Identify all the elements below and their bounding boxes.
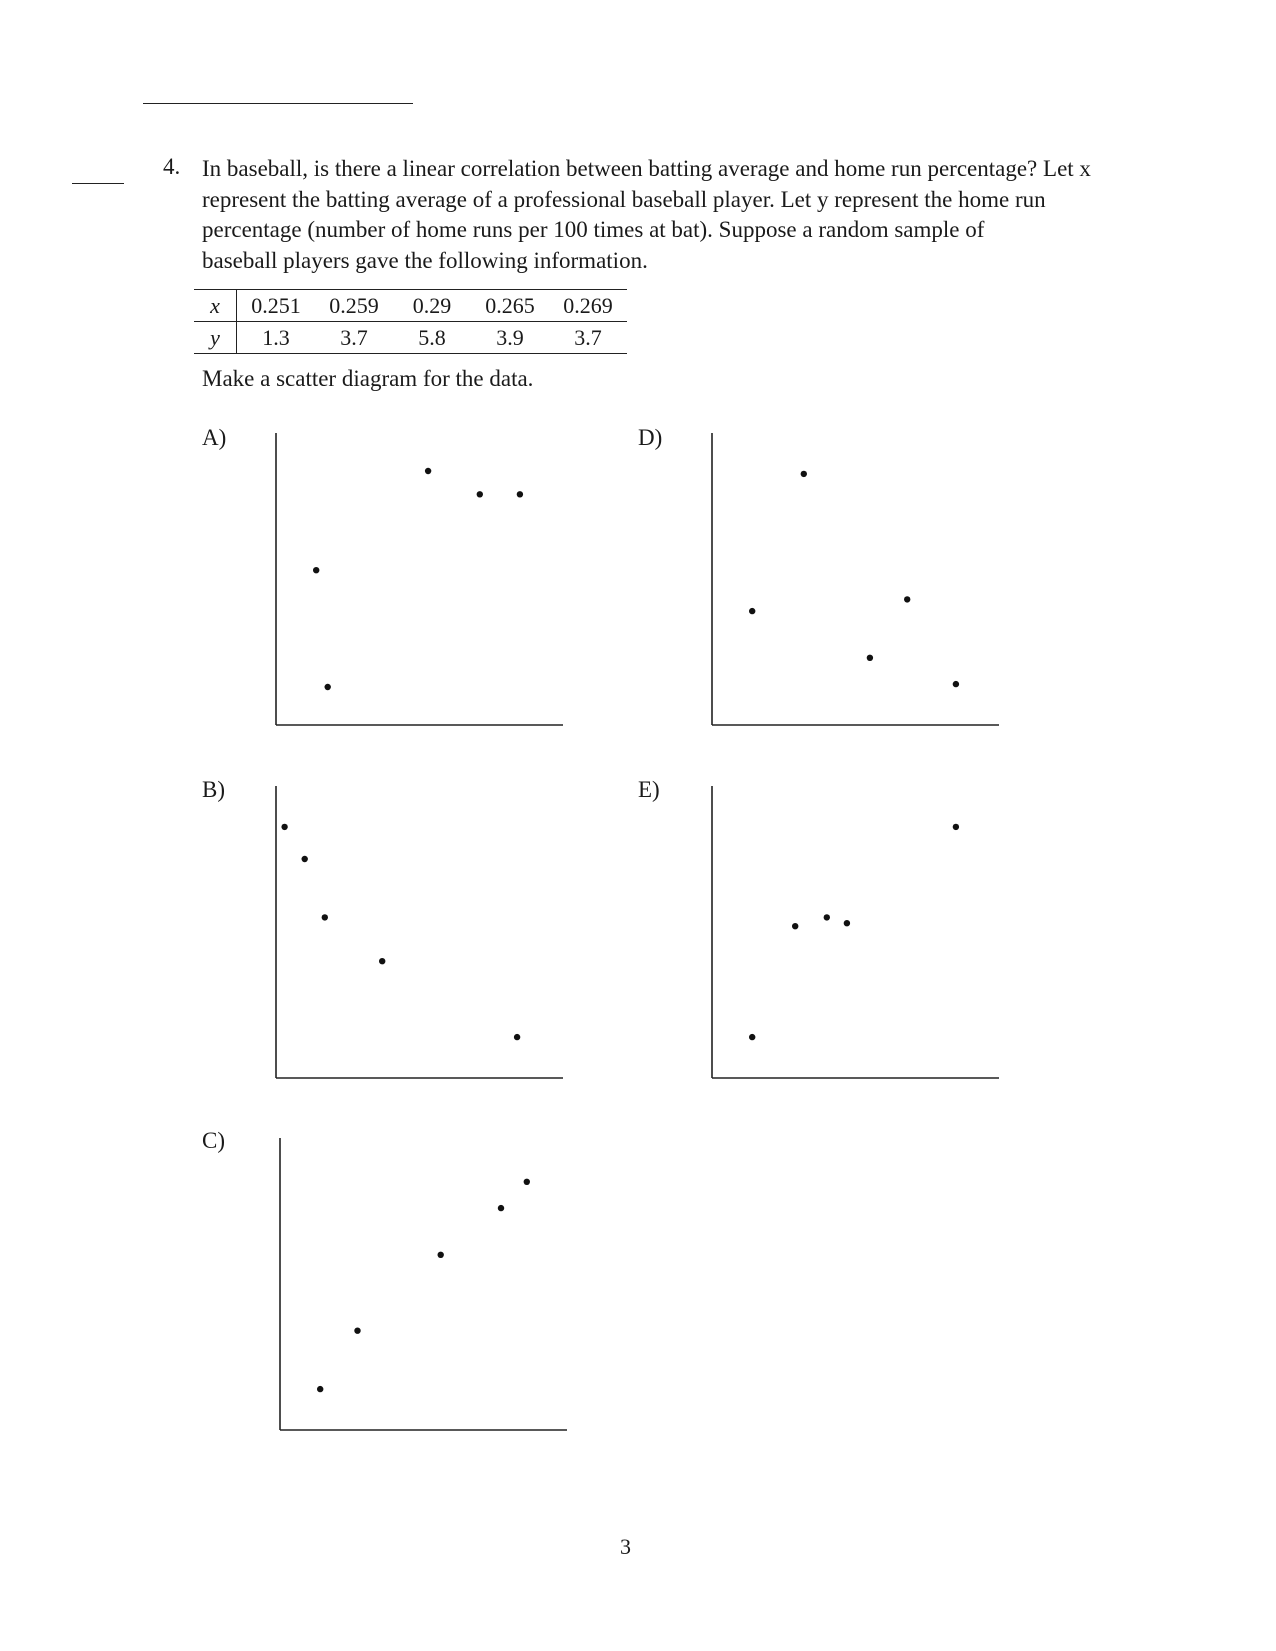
x-value: 0.29: [393, 290, 471, 322]
y-value: 3.9: [471, 322, 549, 354]
scatter-plot-a[interactable]: [275, 433, 567, 730]
x-value: 0.251: [237, 290, 316, 322]
data-point: [524, 1179, 530, 1185]
data-point: [325, 684, 331, 690]
question-text: [202, 154, 1162, 276]
data-point: [801, 471, 807, 477]
scatter-plot-b[interactable]: [275, 786, 567, 1083]
scatter-plot-e[interactable]: [711, 786, 1003, 1083]
data-point: [354, 1328, 360, 1334]
answer-blank: [72, 183, 124, 184]
option-e-label[interactable]: E): [638, 777, 660, 802]
question-text-line: represent the batting average of a professional baseball player. Let y represent the home run: [202, 186, 1046, 212]
x-header: x: [194, 290, 237, 322]
data-point: [425, 468, 431, 474]
data-point: [313, 567, 319, 573]
data-point: [824, 914, 830, 920]
y-value: 5.8: [393, 322, 471, 354]
data-point: [867, 655, 873, 661]
instruction-text: Make a scatter diagram for the data.: [202, 366, 534, 391]
data-point: [517, 491, 523, 497]
y-value: 3.7: [549, 322, 627, 354]
data-point: [953, 824, 959, 830]
data-point: [844, 920, 850, 926]
question-number: 4.: [163, 154, 181, 179]
question-text-line: In baseball, is there a linear correlation between batting average and home run percentage? Let x: [202, 156, 1091, 181]
name-line: [143, 103, 413, 104]
data-point: [514, 1034, 520, 1040]
data-point: [317, 1386, 323, 1392]
data-point: [749, 1034, 755, 1040]
data-point: [477, 491, 483, 497]
x-row: [194, 290, 627, 322]
scatter-plot-d[interactable]: [711, 433, 1003, 730]
y-value: 1.3: [237, 322, 316, 354]
question-text-line: baseball players gave the following information.: [202, 247, 648, 273]
data-point: [438, 1252, 444, 1258]
x-value: 0.269: [549, 290, 627, 322]
data-point: [322, 914, 328, 920]
option-d-label[interactable]: D): [638, 425, 663, 450]
data-point: [498, 1205, 504, 1211]
data-point: [792, 923, 798, 929]
scatter-plot-c[interactable]: [279, 1138, 571, 1435]
option-c-label[interactable]: C): [202, 1128, 225, 1153]
data-point: [749, 608, 755, 614]
y-value: 3.7: [315, 322, 393, 354]
page-number: 3: [620, 1534, 631, 1559]
x-value: 0.265: [471, 290, 549, 322]
data-point: [302, 856, 308, 862]
data-table: [194, 289, 627, 354]
question-text-line: percentage (number of home runs per 100 times at bat). Suppose a random sample of: [202, 217, 985, 242]
option-b-label[interactable]: B): [202, 777, 225, 802]
data-point: [904, 596, 910, 602]
y-header: y: [194, 322, 237, 354]
option-a-label[interactable]: A): [202, 425, 227, 450]
y-row: [194, 322, 627, 354]
data-point: [953, 681, 959, 687]
data-point: [281, 824, 287, 830]
x-value: 0.259: [315, 290, 393, 322]
data-point: [379, 958, 385, 964]
